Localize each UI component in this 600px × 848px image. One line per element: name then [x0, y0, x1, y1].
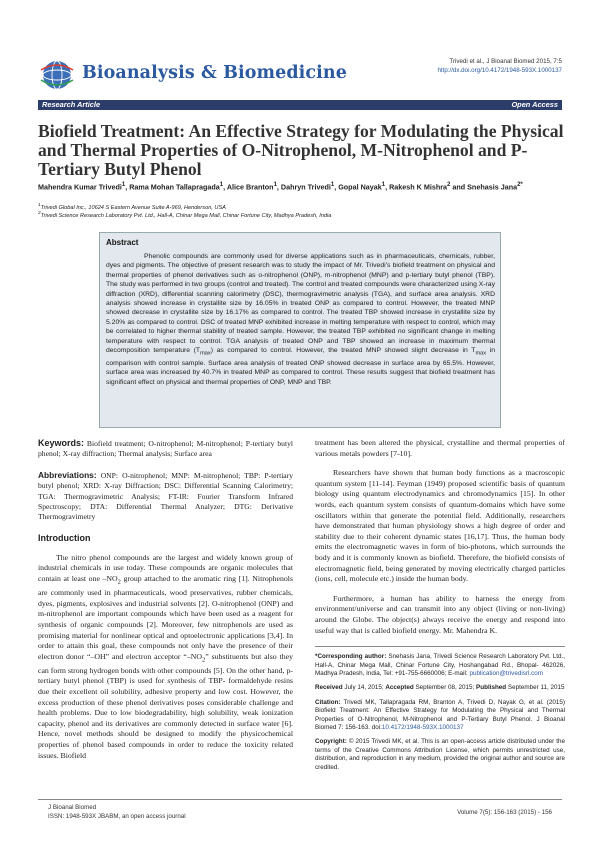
- author-name: Rakesh K Mishra: [389, 182, 448, 192]
- keywords: Keywords: Biofield treatment; O-nitrophenol; M-nitrophenol; P-tertiary butyl phenol; X-ray diffraction; Thermal analysis; Surface area: [38, 438, 293, 459]
- page-header: [0, 0, 600, 100]
- author-list: Mahendra Kumar Trivedi$^1$, Rama Mohan Tallapragada$^1$, Alice Branton$^1$, Dahryn Trivedi$^1$, Gopal Nayak$^1$, Rakesh K Mishra$^2$ and Snehasis Jana$^{2*}$: [38, 182, 523, 192]
- author-name: Rama Mohan Tallapragada: [129, 182, 220, 192]
- globe-logo-icon: [38, 58, 76, 92]
- citation-doi-link[interactable]: 10.4172/1948-593X.1000137: [381, 723, 464, 731]
- copyright-note: Copyright: © 2015 Trivedi MK, et al. This is an open-access article distributed under the terms of the Creative Commons Attribution License, which permits unrestricted use, distribution, and reproduction in any medium, provided the original author and source are credited.: [315, 738, 565, 771]
- article-type-banner: [38, 100, 562, 110]
- footnote-divider: [315, 646, 565, 647]
- doi-link[interactable]: http://dx.doi.org/10.4172/1948-593X.1000137: [437, 66, 562, 74]
- abstract-text: Phenolic compounds are commonly used for diverse applications such as in pharmaceuticals, chemicals, rubber, dyes and pigments. The objective of present research was to study the impact of Mr. Trivedi’s biofield treatment on physical and thermal properties of phenol derivatives such as o-nitrophenol (ONP), m-nitrophenol (MNP) and p-tertiary butyl phenol (TBP). The study was performed in two groups (control and treated). The control and treated compounds were characterized using X-ray diffraction (XRD), differential scanning calorimetry (DSC), thermogravimetric analysis (TGA), and surface area analysis. XRD analysis showed increase in crystallite size by 16.05% in treated ONP as compared to control. However, the treated MNP showed decrease in crystallite size by 16.17% as compared to control. The treated TBP showed increase in crystallite size by 5.20% as compared to control. DSC of treated MNP exhibited increase in melting temperature with respect to control, which may be correlated to higher thermal stability of treated sample. However, the treated TBP exhibited no significant change in melting temperature with respect to control. TGA analysis of treated ONP and TBP showed an increase in maximum thermal decomposition temperature $(T_{max})$ as compared to control. However, the treated MNP showed slight decrease in $T_{max}$ in comparison with control sample. Surface area analysis of treated ONP showed decrease in surface area by 65.5%. However, surface area was increased by 40.7% in treated MNP as compared to control. These results suggest that biofield treatment has significant effect on physical and thermal properties of ONP, MNP and TBP.: [106, 253, 495, 386]
- publication-dates: Received July 14, 2015; Accepted September 08, 2015; Published September 11, 2015: [315, 684, 565, 692]
- journal-name: Bioanalysis & Biomedicine: [82, 63, 347, 83]
- footer-journal-info: J Bioanal Biomed ISSN: 1948-593X JBABM, an open access journal: [48, 804, 186, 820]
- header-citation: [437, 58, 562, 75]
- author-name: Gopal Nayak: [338, 182, 382, 192]
- footer-volume: Volume 7(5): 156-163 (2015) - 156: [457, 809, 552, 816]
- access-label: Open Access: [511, 100, 558, 109]
- author-name: Mahendra Kumar Trivedi: [38, 182, 122, 192]
- article-type-label: Research Article: [42, 100, 101, 109]
- affiliation-2: $^2$Trivedi Science Research Laboratory Pvt. Ltd., Hall-A, Chinar Mega Mall, Chinar Fortune City, Madhya Pradesh, India: [38, 210, 332, 219]
- body-paragraph: treatment has been altered the physical, crystalline and thermal properties of various metals powders [7-10].: [315, 438, 565, 458]
- body-paragraph: Furthermore, a human has ability to harness the energy from environment/universe and can transmit into any object (living or non-living) around the Globe. The object(s) always receive the energy and respond into useful way that is called biofield energy. Mr. Mahendra K.: [315, 593, 565, 635]
- introduction-heading: Introduction: [38, 532, 91, 543]
- author-name: Alice Branton: [226, 182, 274, 192]
- abbreviations: Abbreviations: ONP: O-nitrophenol; MNP: M-nitrophenol; TBP: P-tertiary butyl phenol; XRD: X-ray Diffraction; DSC: Differential Scanning Calorimetry; TGA: Thermogravimetric Analysis; FT-IR: Fourier Transform Infrared Spectroscopy; DTA: Differential Thermal Analyzer; DTG: Derivative Thermogravimetry: [38, 469, 293, 522]
- email-link[interactable]: publication@trivedisrl.com: [469, 669, 544, 677]
- footer-divider: [38, 799, 562, 800]
- abstract-box: [99, 232, 501, 428]
- article-title: Biofield Treatment: An Effective Strategy for Modulating the Physical and Thermal Properties of O-Nitrophenol, M-Nitrophenol and P-Tertiary Butyl Phenol: [38, 121, 564, 179]
- author-name: Dahryn Trivedi: [280, 182, 331, 192]
- abstract-heading: Abstract: [106, 238, 139, 247]
- left-column: [38, 438, 293, 761]
- corresponding-author: *Corresponding author: Snehasis Jana, Trivedi Science Research Laboratory Pvt. Ltd., Hall-A, Chinar Mega Mall, Chinar Fortune City, Hoshangabad Rd., Bhopal- 462026, Madhya Pradesh, India, Tel: +91-755-6660006; E-mail: publication@trivedisrl.com: [315, 653, 566, 677]
- right-column: [315, 438, 565, 772]
- citation-note: Citation: Trivedi MK, Tallapragada RM, Branton A, Trivedi D, Nayak G, et al. (2015) Biofield Treatment: An Effective Strategy for Modulating the Physical and Thermal Properties of O-Nitrophenol, M-Nitrophenol and P-Tertiary Butyl Phenol. J Bioanal Biomed 7: 156-163. doi:10.4172/1948-593X.1000137: [315, 698, 565, 731]
- body-paragraph: Researchers have shown that human body functions as a macroscopic quantum system [11-14]. Feyman (1949) proposed scientific basis of quantum biology using quantum electrodynamics and chromodynamics [15]. In other words, each quantum system consists of quantum-domains which have some oscillators within that generate the potential field. Additionally, researchers have demonstrated that human physiology shows a high degree of order and stability due to their coherent dynamic states [16,17]. Thus, the human body emits the electromagnetic waves in form of bio-photons, which surrounds the body and it is commonly known as biofield. Therefore, the biofield consists of electromagnetic field, being generated by moving electrically charged particles (ions, cell, molecule etc.) inside the human body.: [315, 468, 565, 584]
- citation-line: Trivedi et al., J Bioanal Biomed 2015, 7:5: [449, 58, 562, 65]
- author-name: Snehasis Jana: [467, 182, 518, 192]
- introduction-paragraph: The nitro phenol compounds are the largest and widely known group of industrial chemicals in use today. These compounds are organic molecules that contain at least one $-NO_2$ group attached to the aromatic ring [1]. Nitrophenols are commonly used in pharmaceuticals, wood preservatives, rubber chemicals, dyes, pigments, explosives and industrial solvents [2]. O-nitrophenol (ONP) and m-nitrophenol are important compounds which have been used as a reagent for synthesis of organic compounds [2]. Moreover, few nitrophenols are used as promising material for nonlinear optical and optoelectronic applications [3,4]. In order to attain this goal, these compounds not only have the presence of their electron donor “–OH” and electron acceptor “$-NO_2$” substituents but also they can form strong hydrogen bonds with other compounds [5]. On the other hand, p-tertiary butyl phenol (TBP) is used for synthesis of TBP- formaldehyde resins due their excellent oil solubility, adhesive property and low cost. However, the excess production of these phenol derivatives poses considerable challenge and health problems. Due to low biodegradability, high solubility, weak ionization capacity, phenol and its derivatives are commonly detected in surface water [6]. Hence, novel methods should be designed to modify the physicochemical properties of phenol based compounds in order to reduce the toxicity related issues. Biofield: [38, 552, 293, 760]
- affiliation-1: $^1$Trivedi Global Inc., 10624 S Eastern Avenue Suite A-969, Henderson, USA: [38, 202, 226, 211]
